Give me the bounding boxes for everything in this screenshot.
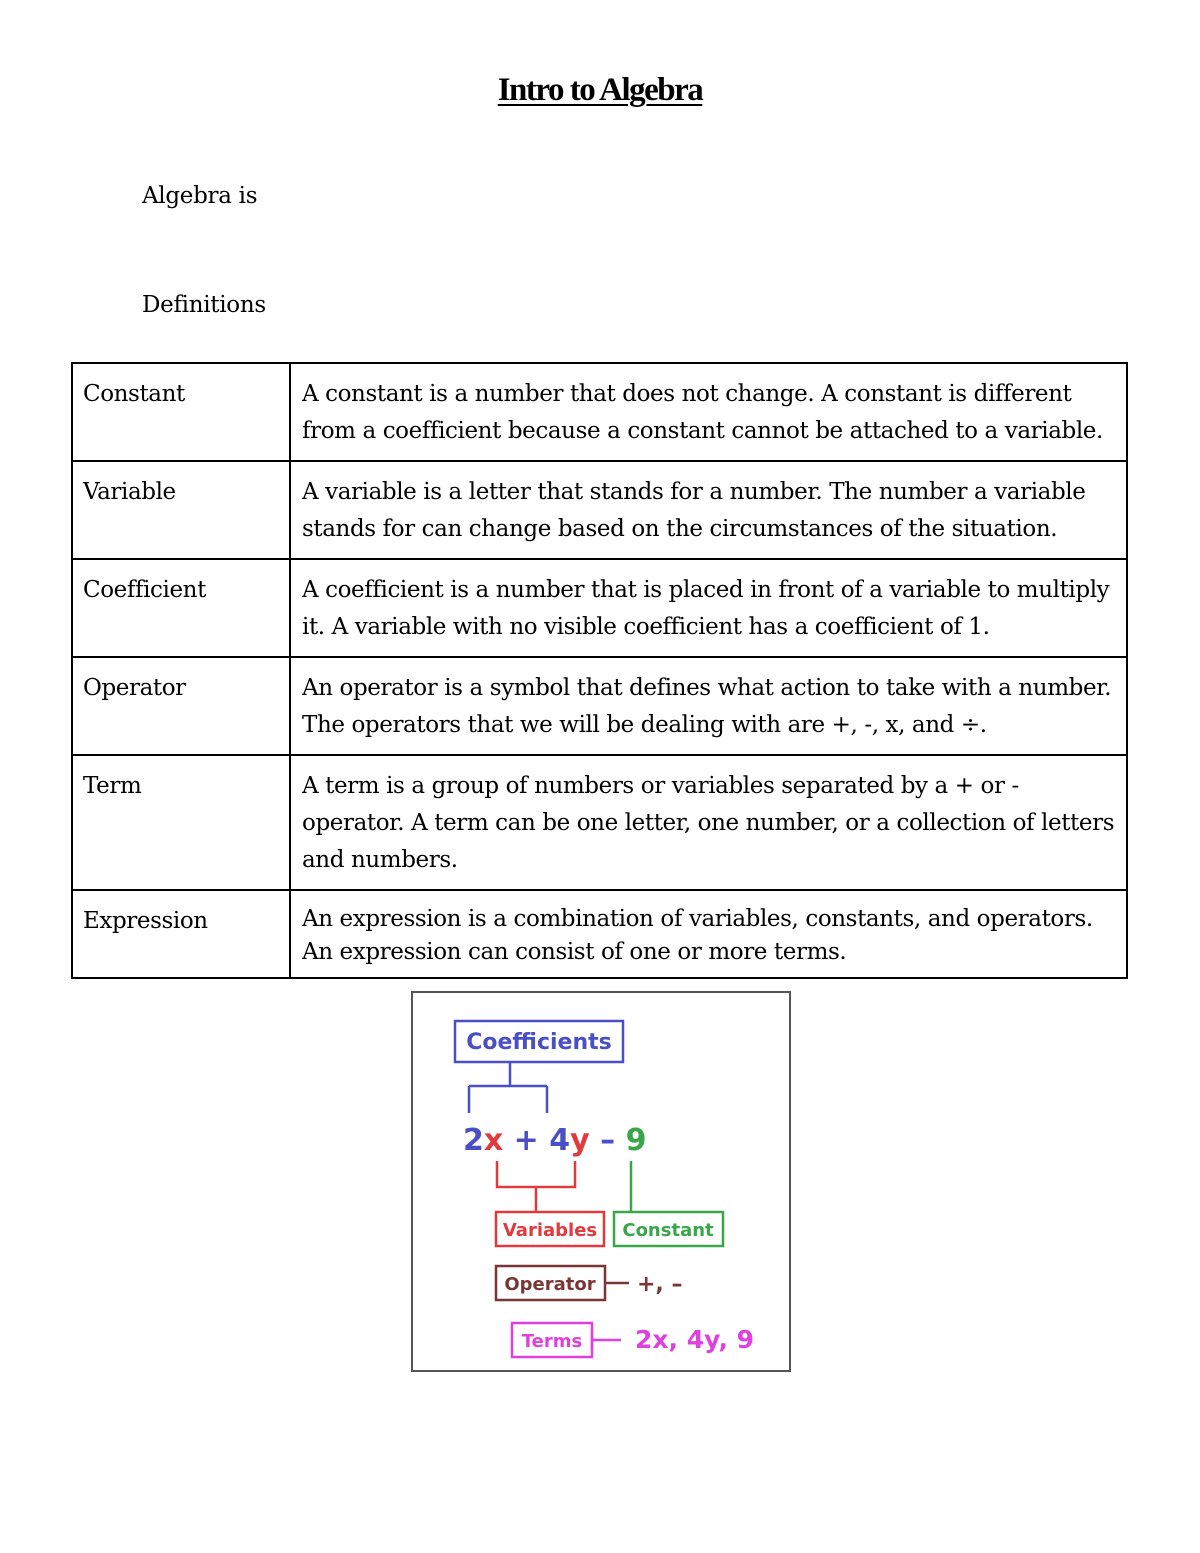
algebra-parts-diagram — [411, 991, 791, 1372]
definition-cell: A term is a group of numbers or variables separated by a + or - operator. A term can be one letter, one number, or a collection of letters and numbers. — [290, 755, 1127, 890]
term-cell: Expression — [72, 890, 290, 978]
term-cell: Term — [72, 755, 290, 890]
terms-connector — [592, 1331, 621, 1349]
coefficients-bracket — [469, 1062, 547, 1113]
operator-label: Operator — [504, 1274, 596, 1295]
table-row — [72, 755, 1127, 890]
definition-cell: An expression is a combination of variables, constants, and operators. An expression can consist of one or more terms. — [290, 890, 1127, 978]
table-row — [72, 363, 1127, 461]
algebra-is-prompt: Algebra is — [142, 183, 258, 209]
expression-plus: + — [503, 1123, 550, 1158]
table-row — [72, 890, 1127, 978]
expression — [463, 1123, 646, 1158]
definition-cell: An operator is a symbol that defines what action to take with a number. The operators that we will be dealing with are +, -, x, and ÷. — [290, 657, 1127, 755]
constant-label: Constant — [622, 1220, 714, 1241]
table-row — [72, 559, 1127, 657]
page-title: Intro to Algebra — [497, 72, 703, 108]
definition-cell: A coefficient is a number that is placed in front of a variable to multiply it. A variable with no visible coefficient has a coefficient of 1. — [290, 559, 1127, 657]
definitions-table — [71, 362, 1128, 979]
variables-label: Variables — [502, 1220, 598, 1241]
terms-label: Terms — [521, 1331, 583, 1352]
table-row — [72, 657, 1127, 755]
expression-variable-y: y — [570, 1123, 590, 1158]
expression-variable-x: x — [483, 1123, 504, 1158]
term-cell: Variable — [72, 461, 290, 559]
definition-cell: A constant is a number that does not change. A constant is different from a coefficient because a constant cannot be attached to a variable. — [290, 363, 1127, 461]
diagram-svg — [413, 993, 789, 1370]
terms-values: 2x, 4y, 9 — [635, 1325, 755, 1354]
definition-cell: A variable is a letter that stands for a number. The number a variable stands for can change based on the circumstances of the situation. — [290, 461, 1127, 559]
expression-coefficient-2: 2 — [463, 1123, 484, 1158]
term-cell: Operator — [72, 657, 290, 755]
expression-minus: – — [589, 1123, 626, 1158]
term-cell: Coefficient — [72, 559, 290, 657]
coefficients-label: Coefficients — [466, 1030, 612, 1055]
operator-values: +, – — [637, 1272, 683, 1297]
expression-coefficient-4: 4 — [549, 1123, 571, 1158]
variables-bracket — [497, 1161, 575, 1211]
expression-constant-9: 9 — [625, 1123, 647, 1158]
term-cell: Constant — [72, 363, 290, 461]
definitions-heading: Definitions — [142, 292, 266, 318]
table-row — [72, 461, 1127, 559]
